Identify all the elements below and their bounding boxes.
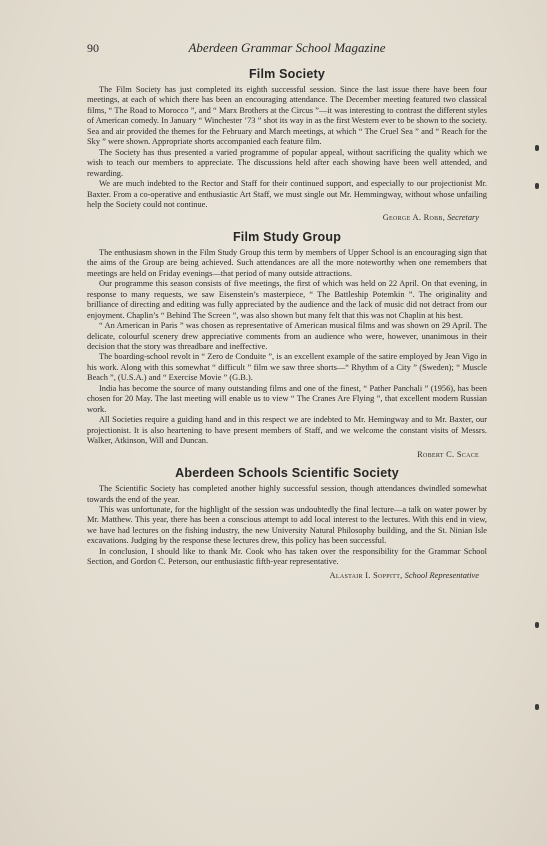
signature	[87, 213, 479, 224]
running-head	[87, 40, 487, 62]
binding-hole-mark	[535, 145, 539, 151]
signature	[87, 450, 479, 461]
paragraph: India has become the source of many outstanding films and one of the finest, “ Pather Panchali ” (1956), has been chosen for 20 May. The last meeting will enable us to view “ The Cranes Are Flying ”, that excellent modern Russian work.	[87, 383, 487, 414]
signature-name: Alastair I. Soppitt,	[329, 570, 403, 580]
paragraph: In conclusion, I should like to thank Mr. Cook who has taken over the responsibility for the Grammar School Section, and Gordon C. Peterson, our enthusiastic fifth-year representative.	[87, 546, 487, 567]
section-film-society	[87, 67, 487, 224]
paragraph: The Film Society has just completed its eighth successful session. Since the last issue there have been four meetings, at each of which there has been an encouraging attendance. The December meeting featured two classical films, “ The Road to Morocco ”, and “ Marx Brothers at the Circus ”—it was interesting to contrast the different styles of American comedy. In January “ Winchester ’73 ” shot its way in as the first Western ever to be shown to the society. Sea and air provided the themes for the February and March meetings, at which “ The Cruel Sea ” and “ Reach for the Sky ” were shown. Appropriate shorts accompanied each feature film.	[87, 85, 487, 147]
paragraph: This was unfortunate, for the highlight of the session was undoubtedly the final lecture—a talk on water power by Mr. Matthew. This year, there has been a conscious attempt to add local interest to the lectures. With this end in view, we have had lectures on the fishing industry, the new University Natural Philosophy building, and the St. Ninian Isle excavations. Judging by the response these lectures drew, this policy has been successful.	[87, 504, 487, 546]
signature	[87, 571, 479, 582]
signature-name: George A. Robb,	[382, 213, 446, 223]
paragraph: The Society has thus presented a varied programme of popular appeal, without sacrificing the quality which we wish to teach our members to appreciate. The discussions held after each showing have been well attended, and rewarding.	[87, 147, 487, 178]
section-title: Film Society	[248, 67, 326, 81]
binding-hole-mark	[535, 183, 539, 189]
paragraph: The Scientific Society has completed another highly successful session, though attendances dwindled somewhat towards the end of the year.	[87, 484, 487, 504]
paragraph: The enthusiasm shown in the Film Study Group this term by members of Upper School is an encouraging sign that the aims of the Group are being achieved. Such attendances are all the more noteworthy when one remembers that meetings are held on Friday evenings—that period of many outside attractions.	[87, 247, 487, 278]
paragraph: We are much indebted to the Rector and Staff for their continued support, and especially to our projectionist Mr. Baxter. From a co-operative and enthusiastic Art Staff, we must single out Mr. Hemmingway, without whose unfailing help the Society could not continue.	[87, 179, 487, 209]
signature-role: Secretary	[447, 213, 479, 223]
signature-role: School Representative	[404, 570, 479, 580]
binding-hole-mark	[535, 704, 539, 710]
binding-hole-mark	[535, 622, 539, 628]
signature-name: Robert C. Scace	[417, 449, 479, 459]
paragraph: Our programme this season consists of five meetings, the first of which was held on 22 April. On that evening, in response to many requests, we saw Eisenstein’s masterpiece, “ The Battleship Potemkin ”. The originality and brilliance of directing and editing was fully appreciated by the audience and the lack of music did not detract from our enjoyment. Chaplin’s “ Behind The Screen ”, was also shown but many felt that this was not Chaplin at his best.	[87, 279, 487, 320]
paragraph: All Societies require a guiding hand and in this respect we are indebted to Mr. Hemingway and to Mr. Baxter, our projectionist. It is also heartening to have present members of Staff, and we welcome the constant visits of Messrs. Walker, Atkinson, Will and Duncan.	[87, 415, 487, 446]
magazine-title: Aberdeen Grammar School Magazine	[188, 40, 386, 55]
paragraph: The boarding-school revolt in “ Zero de Conduite ”, is an excellent example of the satire employed by Jean Vigo in his work. Along with this somewhat “ difficult ” film we saw three shorts—“ Rhythm of a City ” (Sweden); “ Muscle Beach ”, (U.S.A.) and “ Exercise Movie ” (G.B.).	[87, 352, 487, 383]
section-title: Aberdeen Schools Scientific Society	[175, 466, 399, 481]
page-number: 90	[87, 41, 99, 55]
section-film-study-group	[87, 230, 487, 460]
section-title: Film Study Group	[232, 229, 342, 244]
paragraph: “ An American in Paris ” was chosen as representative of American musical films and was shown on 29 April. The delicate, colourful scenery drew appreciative comments from an audience who were, however, unanimous in their decision that the story was threadbare and ineffective.	[87, 321, 487, 352]
section-scientific-society	[87, 466, 487, 581]
